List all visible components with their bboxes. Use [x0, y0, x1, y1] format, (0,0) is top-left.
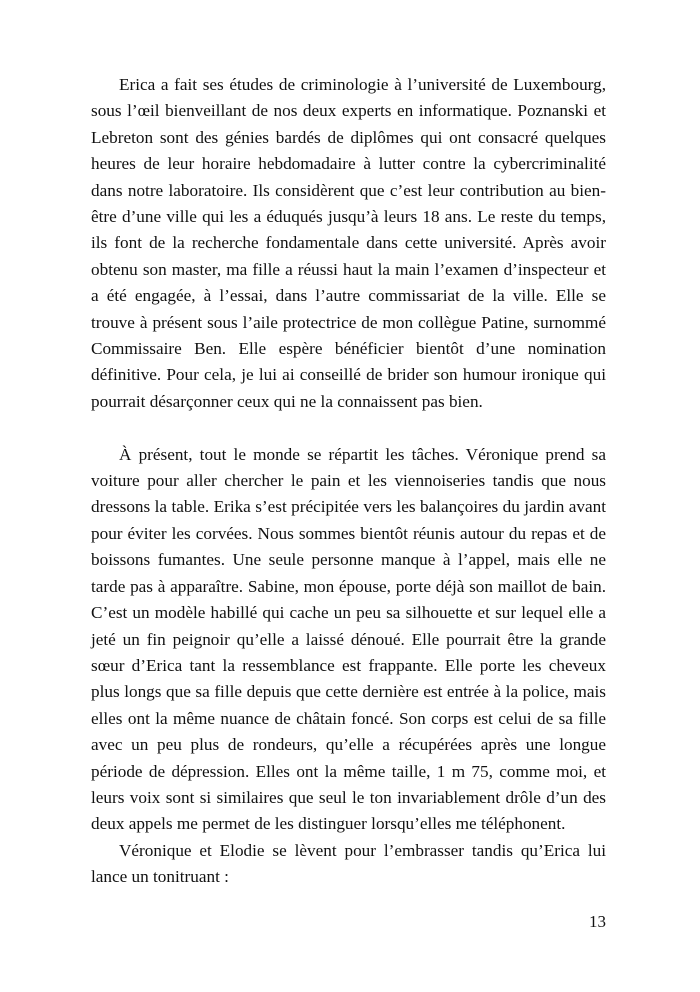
page-number: 13: [589, 912, 606, 931]
paragraph-gap: [91, 415, 606, 441]
paragraph-erica-studies: Erica a fait ses études de criminologie à l’université de Luxembourg, sous l’œil bienveillant de nos deux experts en informatique. Poznanski et Lebreton sont des génies bardés de diplômes qui ont consacré quelques heures de leur horaire hebdomadaire à lutter contre la cybercriminalité dans notre laboratoire. Ils considèrent que c’est leur contribution au bien-être d’une ville qui les a éduqués jusqu’à leurs 18 ans. Le reste du temps, ils font de la recherche fondamentale dans cette université. Après avoir obtenu son master, ma fille a réussi haut la main l’examen d’inspecteur et a été engagée, à l’essai, dans l’autre commissariat de la ville. Elle se trouve à présent sous l’aile protectrice de mon collègue Patine, surnommé Commissaire Ben. Elle espère bénéficier bientôt d’une nomination définitive. Pour cela, je lui ai conseillé de brider son humour ironique qui pourrait désarçonner ceux qui ne la connaissent pas bien.: [91, 75, 606, 411]
paragraph-greeting: Véronique et Elodie se lèvent pour l’embrasser tandis qu’Erica lui lance un tonitruant :: [91, 840, 606, 887]
paragraph-breakfast: À présent, tout le monde se répartit les tâches. Véronique prend sa voiture pour aller chercher le pain et les viennoiseries tandis que nous dressons la table. Erika s’est précipitée vers les balançoires du jardin avant pour éviter les corvées. Nous sommes bientôt réunis autour du repas et de boissons fumantes. Une seule personne manque à l’appel, mais elle ne tarde pas à apparaître. Sabine, mon épouse, porte déjà son maillot de bain. C’est un modèle habillé qui cache un peu sa silhouette et sur lequel elle a jeté un fin peignoir qu’elle a laissé dénoué. Elle pourrait être la grande sœur d’Erica tant la ressemblance est frappante. Elle porte les cheveux plus longs que sa fille depuis que cette dernière est entrée à la police, mais elles ont la même nuance de châtain foncé. Son corps est celui de sa fille avec un peu plus de rondeurs, qu’elle a récupérées après une longue période de dépression. Elles ont la même taille, 1 m 75, comme moi, et leurs voix sont si similaires que seul le ton invariablement drôle d’un des deux appels me permet de les distinguer lorsqu’elles me téléphonent.: [91, 444, 606, 834]
page-body: [91, 72, 606, 891]
